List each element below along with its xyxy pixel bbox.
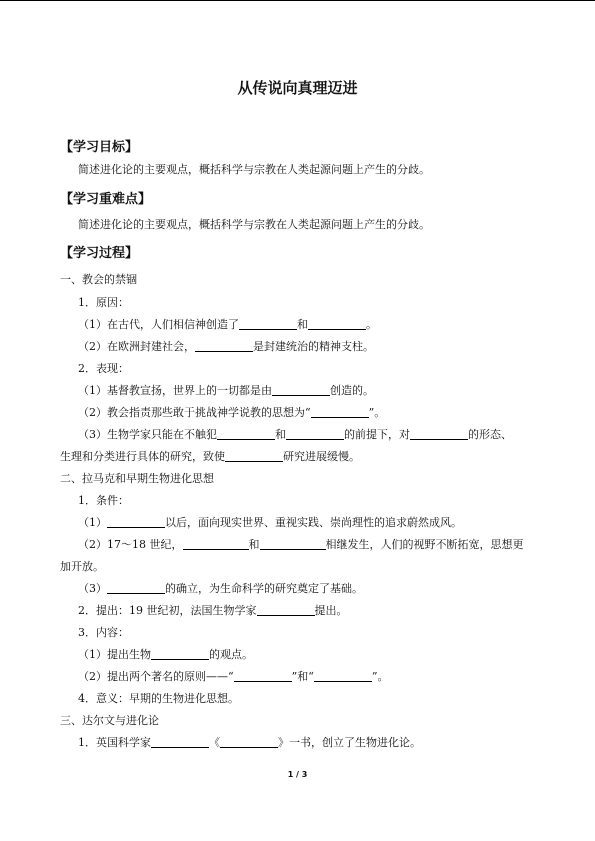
page-number: 1 / 3 <box>287 770 308 779</box>
text: 是封建统治的精神支柱。 <box>253 340 374 353</box>
text: （1） <box>78 516 107 529</box>
key-points-text: 简述进化论的主要观点，概括科学与宗教在人类起源问题上产生的分歧。 <box>78 218 430 231</box>
text: 相继发生，人们的视野不断拓宽，思想更 <box>325 538 524 551</box>
item-1-2-c-cont <box>60 450 360 464</box>
text: （3）生物学家只能在不触犯 <box>78 428 217 441</box>
item-2-4: 4．意义：早期的生物进化思想。 <box>78 692 239 705</box>
blank <box>107 516 165 528</box>
text: 》一书，创立了生物进化论。 <box>278 736 421 749</box>
text: 的形态、 <box>468 428 512 441</box>
item-1-2-c <box>78 428 512 442</box>
item-1-1: 1．原因： <box>78 296 129 309</box>
text: 《 <box>209 736 220 749</box>
item-2-3-a <box>78 648 253 662</box>
blank <box>217 428 275 440</box>
item-2-1: 1．条件： <box>78 494 129 507</box>
text: 的观点。 <box>209 648 253 661</box>
text: 创造的。 <box>330 384 374 397</box>
text: 的确立，为生命科学的研究奠定了基础。 <box>165 582 363 595</box>
text: 提出。 <box>314 604 348 617</box>
page-title: 从传说向真理迈进 <box>237 79 358 97</box>
item-2-1-b <box>78 538 524 552</box>
page-top-border <box>0 0 595 1</box>
item-2-1-b-cont: 加开放。 <box>60 560 104 573</box>
text: 1．英国科学家 <box>78 736 151 749</box>
text: （2）提出两个著名的原则——“ <box>78 670 234 683</box>
heading-key-points: 【学习重难点】 <box>60 192 152 207</box>
blank <box>272 384 330 396</box>
blank <box>234 670 292 682</box>
blank <box>220 736 278 748</box>
blank <box>183 538 249 550</box>
text: （1）提出生物 <box>78 648 151 661</box>
item-1-2-a <box>78 384 374 398</box>
heading-goals: 【学习目标】 <box>60 140 139 155</box>
item-1-2: 2．表现： <box>78 362 129 375</box>
text: 研究进展缓慢。 <box>283 450 360 463</box>
blank <box>314 670 372 682</box>
text: （2）教会指责那些敢于挑战神学说教的思想为“ <box>78 406 311 419</box>
item-1-1-a <box>78 318 377 332</box>
text: 和 <box>297 318 308 331</box>
item-2-2 <box>78 604 348 618</box>
blank <box>195 340 253 352</box>
section-2-title: 二、拉马克和早期生物进化思想 <box>60 472 214 485</box>
item-3-1 <box>78 736 421 750</box>
text: ”。 <box>368 406 386 419</box>
item-1-2-b <box>78 406 385 420</box>
section-3-title: 三、达尔文与进化论 <box>60 714 159 727</box>
text: ”和“ <box>291 670 314 683</box>
blank <box>107 582 165 594</box>
item-2-3: 3．内容： <box>78 626 129 639</box>
blank <box>225 450 283 462</box>
goals-text: 简述进化论的主要观点，概括科学与宗教在人类起源问题上产生的分歧。 <box>78 163 430 176</box>
text: 2．提出：19 世纪初，法国生物学家 <box>78 604 257 617</box>
heading-process: 【学习过程】 <box>60 246 139 261</box>
text: （3） <box>78 582 107 595</box>
text: 。 <box>366 318 377 331</box>
item-2-1-a <box>78 516 462 530</box>
text: 以后，面向现实世界、重视实践、崇尚理性的追求蔚然成风。 <box>165 516 462 529</box>
section-1-title: 一、教会的禁锢 <box>60 273 137 286</box>
item-2-1-c <box>78 582 363 596</box>
blank <box>286 428 344 440</box>
text: 和 <box>248 538 260 551</box>
text: ”。 <box>371 670 389 683</box>
item-2-3-b <box>78 670 389 684</box>
blank <box>410 428 468 440</box>
blank <box>260 538 326 550</box>
item-1-1-b <box>78 340 374 354</box>
blank <box>311 406 369 418</box>
blank <box>257 604 315 616</box>
text: （1）基督教宣扬，世界上的一切都是由 <box>78 384 272 397</box>
blank <box>308 318 366 330</box>
text: 生理和分类进行具体的研究，致使 <box>60 450 225 463</box>
text: （1）在古代，人们相信神创造了 <box>78 318 239 331</box>
blank <box>239 318 297 330</box>
blank <box>151 648 209 660</box>
text: 的前提下，对 <box>344 428 410 441</box>
text: （2）17～18 世纪， <box>78 538 183 551</box>
text: （2）在欧洲封建社会， <box>78 340 195 353</box>
blank <box>151 736 209 748</box>
text: 和 <box>275 428 286 441</box>
